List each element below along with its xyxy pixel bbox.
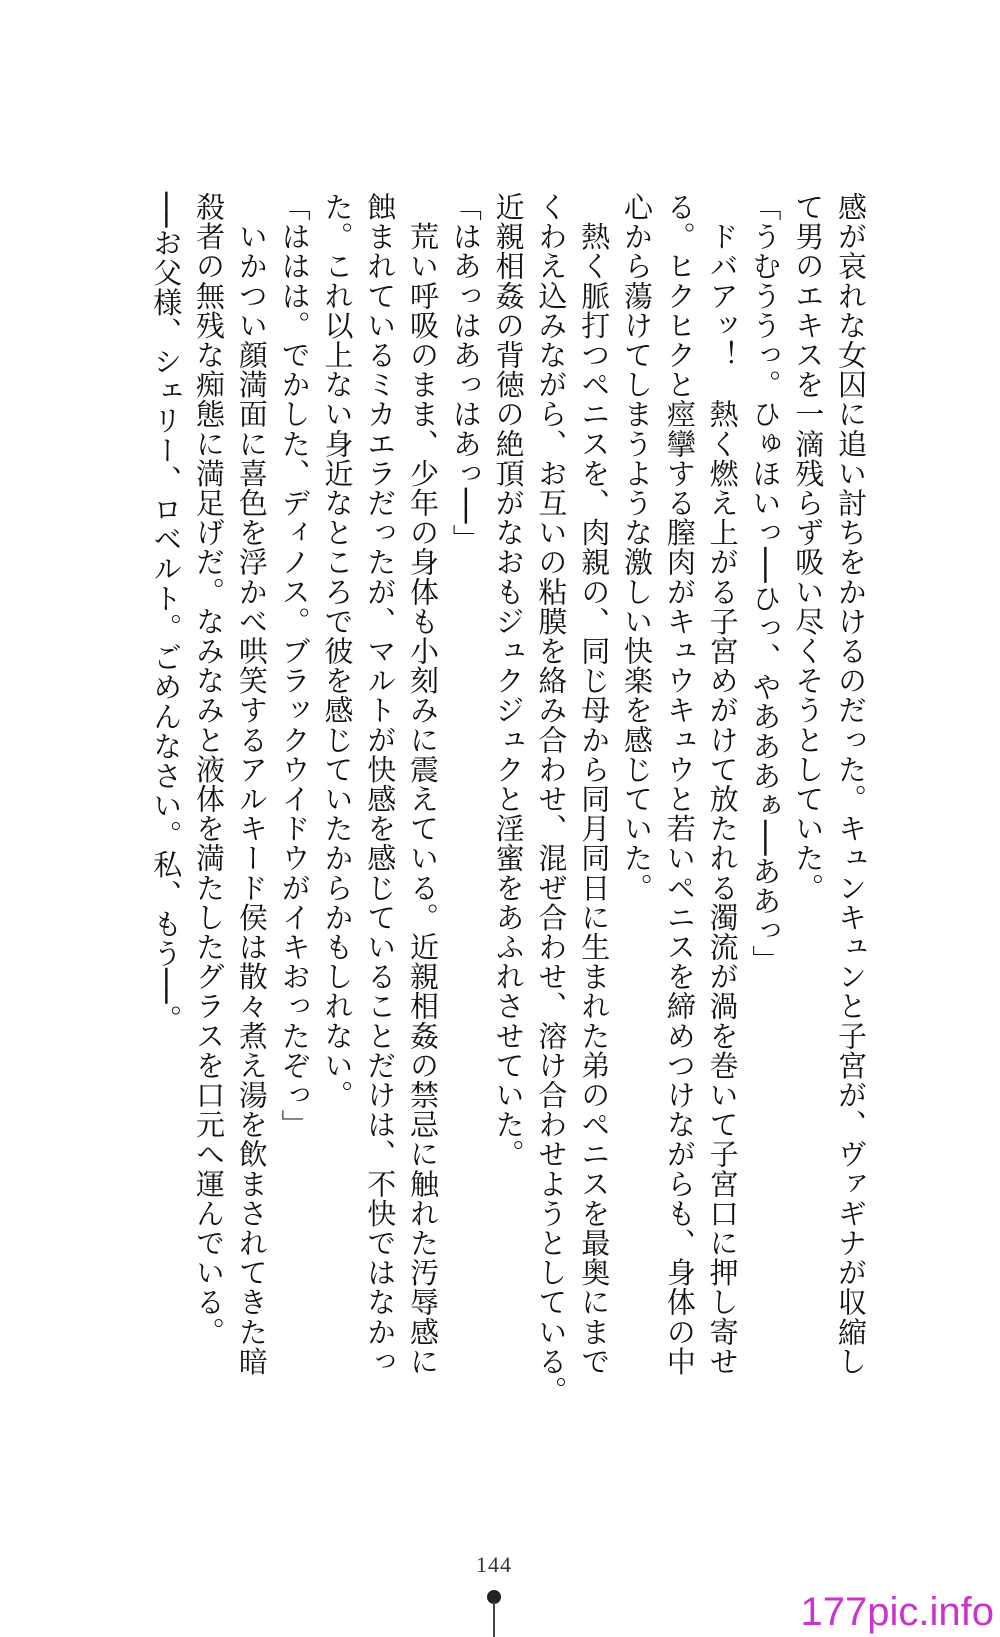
text-line: て男のエキスを一滴残らず吸い尽くそうとしていた。 [791, 192, 826, 903]
page-ornament-icon [487, 1590, 501, 1637]
text-line: ドバアッ！ 熱く燃え上がる子宮めがけて放たれる濁流が渦を巻いて子宮口に押し寄せ [705, 192, 740, 1376]
text-line: くわえ込みながら、お互いの粘膜を絡み合わせ、混ぜ合わせ、溶け合わせようとしている。 [534, 192, 569, 1406]
watermark: 177pic.info [800, 1590, 994, 1634]
text-line: 蝕まれているミカエラだったが、マルトが快感を感じていることだけは、不快ではなかっ [363, 192, 398, 1376]
text-line: 心から蕩けてしまうような激しい快楽を感じていた。 [620, 192, 655, 903]
text-line: 感が哀れな女囚に追い討ちをかけるのだった。キュンキュンと子宮が、ヴァギナが収縮し [834, 192, 868, 1376]
text-line: ──お父様、シェリー、ロベルト。ごめんなさい。私、もう──。 [149, 192, 184, 1034]
text-line: る。ヒクヒクと痙攣する膣肉がキュウキュウと若いペニスを締めつけながらも、身体の中 [662, 192, 697, 1376]
text-line: 「はあっはあっはあっ──」 [448, 192, 483, 554]
text-line: 「ははは。でかした、ディノス。ブラックウイドウがイキおったぞっ」 [277, 192, 312, 1140]
text-line: た。これ以上ない身近なところで彼を感じていたからかもしれない。 [320, 192, 355, 1110]
text-line: 殺者の無残な痴態に満足げだ。なみなみと液体を満たしたグラスを口元へ運んでいる。 [192, 192, 227, 1347]
text-line: 荒い呼吸のまま、少年の身体も小刻みに震えている。近親相姦の禁忌に触れた汚辱感に [406, 192, 441, 1376]
text-line: いかつい顔満面に喜色を浮かべ哄笑するアルキード侯は散々煮え湯を飲まされてきた暗 [234, 192, 269, 1376]
text-line: 「うむううっ。ひゅほいっ──ひっ、やあああぁ──ああっ」 [748, 192, 783, 975]
vertical-text-block [149, 192, 872, 1406]
text-line: 近親相姦の背徳の絶頂がなおもジュクジュクと淫蜜をあふれさせていた。 [491, 192, 526, 1169]
page-number: 144 [476, 1552, 512, 1577]
text-line: 熱く脈打つペニスを、肉親の、同じ母から同月同日に生まれた弟のペニスを最奥にまで [577, 192, 612, 1376]
